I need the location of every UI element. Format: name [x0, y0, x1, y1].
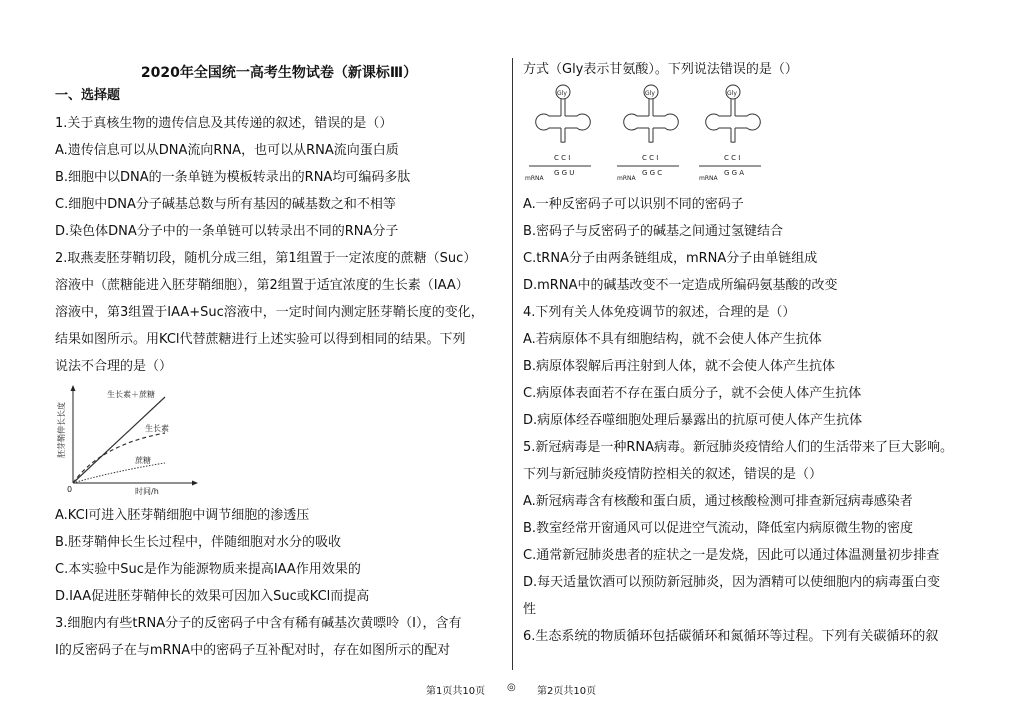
gly-label: Gly: [557, 90, 567, 97]
option-line: A.KCl可进入胚芽鞘细胞中调节细胞的渗透压: [55, 508, 310, 523]
gly-label: Gly: [727, 90, 737, 97]
option-line: C.细胞中DNA分子碱基总数与所有基因的碱基数之和不相等: [55, 197, 396, 212]
question-line: 结果如图所示。用KCl代替蔗糖进行上述实验可以得到相同的结果。下列: [55, 332, 466, 347]
curve-label-iaa: 生长素: [145, 424, 169, 433]
question-line: 3.细胞内有些tRNA分子的反密码子中含有稀有碱基次黄嘌呤（Ⅰ），含有: [55, 616, 462, 631]
trna-2: [617, 85, 679, 177]
question-line: 下列与新冠肺炎疫情防控相关的叙述，错误的是（）: [523, 467, 823, 482]
option-line: B.细胞中以DNA的一条单链为模板转录出的RNA均可编码多肽: [55, 170, 411, 185]
option-line: A.遗传信息可以从DNA流向RNA，也可以从RNA流向蛋白质: [55, 143, 399, 158]
trna-3: [699, 85, 761, 177]
option-line: A.一种反密码子可以识别不同的密码子: [523, 197, 744, 212]
option-line: D.每天适量饮酒可以预防新冠肺炎，因为酒精可以使细胞内的病毒蛋白变: [523, 575, 941, 590]
mrna-label: mRNA: [525, 175, 544, 182]
trna-pairing-figure: [523, 82, 783, 184]
mrna-label: mRNA: [699, 175, 718, 182]
question-line: 说法不合理的是（）: [55, 359, 173, 374]
question-line: 4.下列有关人体免疫调节的叙述，合理的是（）: [523, 305, 796, 320]
anticodon-label: C C I: [554, 154, 571, 162]
curve-iaa-suc: [73, 397, 165, 483]
option-line: B.胚芽鞘伸长生长过程中，伴随细胞对水分的吸收: [55, 535, 342, 550]
codon-label: G G A: [724, 169, 745, 177]
column-divider: [512, 58, 513, 670]
trna-1: [529, 85, 591, 177]
question-line: Ⅰ的反密码子在与mRNA中的密码子互补配对时，存在如图所示的配对: [55, 643, 451, 658]
option-line: B.密码子与反密码子的碱基之间通过氢键结合: [523, 224, 784, 239]
question-line: 方式（Gly表示甘氨酸）。下列说法错误的是（）: [523, 62, 798, 77]
option-line: C.病原体表面若不存在蛋白质分子，就不会使人体产生抗体: [523, 386, 862, 401]
codon-label: G G U: [554, 169, 575, 177]
section-heading: 一、选择题: [55, 88, 121, 103]
graph-ylabel: 胚芽鞘伸长长度: [57, 402, 66, 458]
option-line: 性: [523, 602, 537, 617]
option-line: B.病原体裂解后再注射到人体，就不会使人体产生抗体: [523, 359, 836, 374]
option-line: A.若病原体不具有细胞结构，就不会使人体产生抗体: [523, 332, 822, 347]
question-line: 2.取燕麦胚芽鞘切段，随机分成三组，第1组置于一定浓度的蔗糖（Suc）: [55, 251, 477, 266]
option-line: C.本实验中Suc是作为能源物质来提高IAA作用效果的: [55, 562, 361, 577]
anticodon-label: C C I: [724, 154, 741, 162]
option-line: C.tRNA分子由两条链组成，mRNA分子由单链组成: [523, 251, 818, 266]
codon-label: G G C: [642, 169, 663, 177]
growth-curve-figure: [55, 383, 215, 498]
question-line: 6.生态系统的物质循环包括碳循环和氮循环等过程。下列有关碳循环的叙: [523, 629, 939, 644]
question-line: 溶液中（蔗糖能进入胚芽鞘细胞），第2组置于适宜浓度的生长素（IAA）: [55, 278, 469, 293]
option-line: D.mRNA中的碱基改变不一定造成所编码氨基酸的改变: [523, 278, 838, 293]
option-line: D.IAA促进胚芽鞘伸长的效果可因加入Suc或KCl而提高: [55, 589, 370, 604]
page-number-left: 第1页共10页: [426, 686, 486, 697]
option-line: A.新冠病毒含有核酸和蛋白质，通过核酸检测可排查新冠病毒感染者: [523, 494, 913, 509]
option-line: D.病原体经吞噬细胞处理后暴露出的抗原可使人体产生抗体: [523, 413, 863, 428]
page-number-right: 第2页共10页: [537, 686, 597, 697]
curve-label-iaa-suc: 生长素＋蔗糖: [107, 390, 155, 399]
footer-separator: ◎: [507, 682, 516, 693]
option-line: D.染色体DNA分子中的一条单链可以转录出不同的RNA分子: [55, 224, 399, 239]
graph-origin: 0: [67, 485, 73, 494]
gly-label: Gly: [645, 90, 655, 97]
option-line: B.教室经常开窗通风可以促进空气流动，降低室内病原微生物的密度: [523, 521, 914, 536]
page-title: 2020年全国统一高考生物试卷（新课标Ⅲ）: [140, 65, 418, 81]
graph-xlabel: 时间/h: [135, 487, 159, 496]
question-line: 1.关于真核生物的遗传信息及其传递的叙述，错误的是（）: [55, 116, 393, 131]
question-line: 5.新冠病毒是一种RNA病毒。新冠肺炎疫情给人们的生活带来了巨大影响。: [523, 440, 954, 455]
option-line: C.通常新冠肺炎患者的症状之一是发烧，因此可以通过体温测量初步排查: [523, 548, 940, 563]
curve-label-suc: 蔗糖: [135, 456, 151, 465]
mrna-label: mRNA: [617, 175, 636, 182]
curve-suc: [73, 463, 165, 483]
question-line: 溶液中，第3组置于IAA+Suc溶液中，一定时间内测定胚芽鞘长度的变化，: [55, 305, 484, 320]
anticodon-label: C C I: [642, 154, 659, 162]
